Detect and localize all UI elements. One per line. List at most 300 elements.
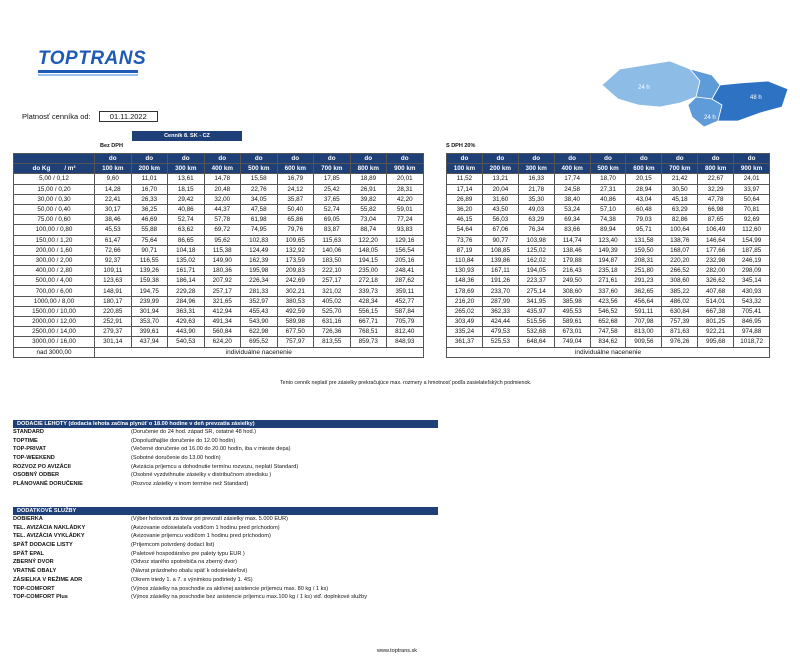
price-cell: 156,54	[387, 245, 424, 255]
price-cell: 55,88	[131, 225, 168, 235]
price-cell: 159,38	[131, 276, 168, 286]
price-cell: 233,70	[482, 286, 518, 296]
price-cell: 66,98	[698, 204, 734, 214]
price-cell: 16,70	[131, 184, 168, 194]
delivery-name: TOPTIME	[13, 437, 38, 444]
price-cell: 26,33	[131, 194, 168, 204]
price-cell: 129,16	[387, 235, 424, 245]
price-cell: 162,02	[518, 255, 554, 265]
delivery-section	[13, 420, 438, 489]
price-cell: 13,61	[168, 174, 205, 184]
price-cell: 61,47	[95, 235, 132, 245]
price-cell: 813,55	[314, 337, 351, 347]
table-row	[14, 327, 424, 337]
price-cell: 222,10	[314, 266, 351, 276]
services-section	[13, 507, 438, 602]
services-desc: (Avizovanie odosielateľa vodičom 1 hodinu pred príchodom)	[131, 524, 280, 531]
price-cell: 34,05	[241, 194, 278, 204]
weight-cell: 100,00 / 0,80	[14, 225, 95, 235]
price-cell: 87,65	[698, 215, 734, 225]
price-cell: 168,07	[662, 245, 698, 255]
price-cell: 335,24	[447, 327, 483, 337]
price-cell: 52,74	[168, 215, 205, 225]
price-cell: 194,75	[131, 286, 168, 296]
weight-cell: 1500,00 / 10,00	[14, 306, 95, 316]
price-cell: 186,14	[168, 276, 205, 286]
price-cell: 266,52	[662, 266, 698, 276]
table-row	[447, 266, 770, 276]
price-cell: 546,52	[590, 306, 626, 316]
price-cell: 49,03	[518, 204, 554, 214]
header-do: do	[662, 154, 698, 164]
price-cell: 95,71	[626, 225, 662, 235]
price-cell: 72,66	[95, 245, 132, 255]
services-name: SPÄŤ DODACIE LISTY	[13, 542, 73, 549]
price-cell: 282,00	[698, 266, 734, 276]
delivery-name: TOP-WEEKEND	[13, 455, 55, 462]
delivery-row	[13, 463, 438, 472]
services-row	[13, 585, 438, 594]
price-cell: 26,91	[350, 184, 387, 194]
delivery-title: DODACIE LEHOTY (dodacia lehota začína plynúť o 18.00 hodine v deň prevzatia zásielky)	[13, 420, 438, 428]
weight-cell: 15,00 / 0,20	[14, 184, 95, 194]
price-cell: 232,98	[698, 255, 734, 265]
price-cell: 455,43	[241, 306, 278, 316]
price-cell: 74,95	[241, 225, 278, 235]
price-cell: 131,58	[626, 235, 662, 245]
price-cell: 45,18	[662, 194, 698, 204]
price-cell: 326,62	[698, 276, 734, 286]
price-cell: 63,29	[518, 215, 554, 225]
price-cell: 76,34	[518, 225, 554, 235]
price-cell: 362,65	[626, 286, 662, 296]
price-cell: 385,98	[554, 296, 590, 306]
table-row	[447, 296, 770, 306]
price-cell: 77,24	[387, 215, 424, 225]
delivery-desc: (Osobné vyzdvihnutie zásielky v distribučnom stredisku )	[131, 472, 272, 479]
price-cell: 279,37	[95, 327, 132, 337]
delivery-desc: (Doručenie do 24 hod. západ SR, ostatné 48 hod.)	[131, 429, 257, 435]
price-cell: 61,98	[241, 215, 278, 225]
price-cell: 14,78	[204, 174, 241, 184]
map-label-48h: 48 h	[750, 95, 762, 101]
price-cell: 298,09	[734, 266, 770, 276]
price-cell: 83,87	[314, 225, 351, 235]
services-name: TEL. AVIZÁCIA NAKLÁDKY	[13, 524, 86, 531]
price-cell: 125,02	[518, 245, 554, 255]
over-limit-cell: nad 3000,00	[14, 347, 95, 357]
price-cell: 194,87	[590, 255, 626, 265]
price-cell: 40,86	[168, 204, 205, 214]
header-do: do	[447, 154, 483, 164]
header-distance: 800 km	[350, 164, 387, 174]
price-cell: 11,52	[447, 174, 483, 184]
services-name: TEL. AVIZÁCIA VYKLÁDKY	[13, 533, 85, 540]
price-cell: 28,31	[387, 184, 424, 194]
price-cell: 87,19	[447, 245, 483, 255]
price-cell: 747,58	[590, 327, 626, 337]
price-cell: 556,15	[350, 306, 387, 316]
weight-cell: 2500,00 / 14,00	[14, 327, 95, 337]
weight-cell: 400,00 / 2,80	[14, 266, 95, 276]
table-row	[14, 337, 424, 347]
services-desc: (Avizovanie príjemcu vodičom 1 hodinu pred príchodom)	[131, 533, 271, 540]
delivery-desc: (Večerné doručenie od 16.00 do 20.00 hodín, iba v mieste depa)	[131, 446, 291, 453]
logo-underline	[38, 70, 138, 73]
price-cell: 146,64	[698, 235, 734, 245]
price-cell: 35,87	[277, 194, 314, 204]
price-cell: 43,04	[626, 194, 662, 204]
price-cell: 242,69	[277, 276, 314, 286]
price-cell: 149,39	[590, 245, 626, 255]
price-cell: 42,20	[387, 194, 424, 204]
price-cell: 114,74	[554, 235, 590, 245]
delivery-desc: (Rozvoz zásielky v inom termíne než Standard)	[131, 481, 249, 488]
price-cell: 46,15	[447, 215, 483, 225]
price-cell: 21,42	[662, 174, 698, 184]
price-cell: 178,69	[447, 286, 483, 296]
price-cell: 104,18	[168, 245, 205, 255]
price-cell: 22,76	[241, 184, 278, 194]
price-cell: 239,99	[131, 296, 168, 306]
header-do: do	[590, 154, 626, 164]
price-cell: 479,53	[482, 327, 518, 337]
services-desc: (Výber hotovosti za tovar pri prevzatí zásielky max. 5.000 EUR)	[131, 516, 288, 522]
services-desc: (Okrem triedy 1. a 7. s výnimkou podtriedy 1. 4S)	[131, 576, 253, 583]
price-cell: 16,33	[518, 174, 554, 184]
price-cell: 707,98	[626, 317, 662, 327]
weight-cell: 50,00 / 0,40	[14, 204, 95, 214]
price-cell: 922,21	[698, 327, 734, 337]
price-cell: 43,50	[482, 204, 518, 214]
logo-underline-light	[38, 74, 138, 76]
price-cell: 428,34	[350, 296, 387, 306]
services-row	[13, 532, 438, 541]
price-cell: 308,60	[554, 286, 590, 296]
price-cell: 589,98	[277, 317, 314, 327]
price-cell: 27,31	[590, 184, 626, 194]
price-cell: 514,01	[698, 296, 734, 306]
price-cell: 95,62	[204, 235, 241, 245]
delivery-row	[13, 480, 438, 489]
table-row	[14, 235, 424, 245]
validity-label: Platnosť cenníka od:	[22, 112, 91, 121]
services-row	[13, 524, 438, 533]
price-cell: 45,53	[95, 225, 132, 235]
price-cell: 88,74	[350, 225, 387, 235]
price-cell: 140,06	[314, 245, 351, 255]
price-cell: 207,92	[204, 276, 241, 286]
table-row	[447, 215, 770, 225]
price-cell: 361,37	[447, 337, 483, 347]
price-cell: 194,15	[350, 255, 387, 265]
gross-price-table	[446, 153, 770, 358]
table-row	[14, 245, 424, 255]
price-cell: 435,97	[518, 306, 554, 316]
table-row	[447, 337, 770, 347]
price-cell: 341,95	[518, 296, 554, 306]
header-distance: 500 km	[590, 164, 626, 174]
price-cell: 93,83	[387, 225, 424, 235]
price-cell: 20,01	[387, 174, 424, 184]
price-cell: 115,63	[314, 235, 351, 245]
price-cell: 24,01	[734, 174, 770, 184]
services-row	[13, 550, 438, 559]
price-cell: 705,41	[734, 306, 770, 316]
price-cell: 235,00	[350, 266, 387, 276]
header-do: do	[626, 154, 662, 164]
price-cell: 38,46	[95, 215, 132, 225]
services-desc: (Návrat prázdneho obalu späť k odosielateľovi)	[131, 568, 248, 575]
price-cell: 112,60	[734, 225, 770, 235]
price-cell: 135,02	[168, 255, 205, 265]
price-cell: 28,94	[626, 184, 662, 194]
price-cell: 543,32	[734, 296, 770, 306]
price-cell: 265,02	[447, 306, 483, 316]
price-cell: 257,17	[314, 276, 351, 286]
price-cell: 284,96	[168, 296, 205, 306]
price-cell: 976,26	[662, 337, 698, 347]
price-cell: 24,58	[554, 184, 590, 194]
price-cell: 116,55	[131, 255, 168, 265]
header-distance: 300 km	[168, 164, 205, 174]
table-row	[447, 255, 770, 265]
price-cell: 205,16	[387, 255, 424, 265]
validity-date: 01.11.2022	[99, 111, 158, 122]
table-row	[14, 204, 424, 214]
price-cell: 532,68	[518, 327, 554, 337]
price-cell: 216,43	[554, 266, 590, 276]
delivery-name: OSOBNÝ ODBER	[13, 472, 59, 479]
table-row	[447, 184, 770, 194]
header-corner	[14, 154, 95, 164]
price-cell: 589,61	[554, 317, 590, 327]
price-cell: 495,53	[554, 306, 590, 316]
price-cell: 122,20	[350, 235, 387, 245]
net-label: Bez DPH	[100, 143, 123, 149]
price-cell: 591,11	[626, 306, 662, 316]
price-cell: 69,34	[554, 215, 590, 225]
price-cell: 492,59	[277, 306, 314, 316]
price-cell: 302,21	[277, 286, 314, 296]
price-cell: 220,20	[662, 255, 698, 265]
price-cell: 272,18	[350, 276, 387, 286]
price-cell: 69,72	[204, 225, 241, 235]
price-cell: 29,42	[168, 194, 205, 204]
price-cell: 248,41	[387, 266, 424, 276]
price-cell: 57,10	[590, 204, 626, 214]
header-do: do	[277, 154, 314, 164]
price-cell: 362,33	[482, 306, 518, 316]
price-cell: 89,94	[590, 225, 626, 235]
price-cell: 208,31	[626, 255, 662, 265]
price-cell: 412,94	[204, 306, 241, 316]
price-cell: 303,49	[447, 317, 483, 327]
header-distance: 100 km	[95, 164, 132, 174]
price-cell: 622,98	[241, 327, 278, 337]
price-cell: 21,78	[518, 184, 554, 194]
header-distance: 300 km	[518, 164, 554, 174]
price-cell: 18,89	[350, 174, 387, 184]
price-cell: 407,68	[698, 286, 734, 296]
services-row	[13, 515, 438, 524]
table-row	[14, 174, 424, 184]
weight-cell: 300,00 / 2,00	[14, 255, 95, 265]
header-do: do	[482, 154, 518, 164]
price-cell: 321,02	[314, 286, 351, 296]
services-row	[13, 541, 438, 550]
logo-text: TOPTRANS	[38, 48, 147, 69]
table-row	[14, 215, 424, 225]
services-name: ZBERNÝ DVOR	[13, 559, 54, 566]
price-cell: 353,70	[131, 317, 168, 327]
price-cell: 339,73	[350, 286, 387, 296]
price-cell: 380,53	[277, 296, 314, 306]
price-cell: 52,74	[314, 204, 351, 214]
price-cell: 648,64	[518, 337, 554, 347]
table-row	[14, 276, 424, 286]
price-cell: 385,22	[662, 286, 698, 296]
price-cell: 974,88	[734, 327, 770, 337]
price-cell: 139,86	[482, 255, 518, 265]
header-distance: 700 km	[662, 164, 698, 174]
price-cell: 301,14	[95, 337, 132, 347]
price-cell: 287,99	[482, 296, 518, 306]
services-name: ZÁSIELKA V REŽIME ADR	[13, 576, 83, 583]
header-do: do	[698, 154, 734, 164]
header-distance: 600 km	[626, 164, 662, 174]
header-distance: 400 km	[554, 164, 590, 174]
price-cell: 139,26	[131, 266, 168, 276]
services-desc: (Príjemcom potvrdený dodací list)	[131, 542, 215, 549]
price-cell: 50,64	[734, 194, 770, 204]
price-cell: 82,86	[662, 215, 698, 225]
price-cell: 63,62	[168, 225, 205, 235]
price-cell: 46,69	[131, 215, 168, 225]
price-cell: 167,11	[482, 266, 518, 276]
price-cell: 90,77	[482, 235, 518, 245]
price-cell: 33,97	[734, 184, 770, 194]
price-cell: 179,88	[554, 255, 590, 265]
table-row	[447, 317, 770, 327]
price-cell: 159,50	[626, 245, 662, 255]
net-price-table	[13, 153, 424, 358]
header-distance: 900 km	[387, 164, 424, 174]
price-cell: 251,80	[626, 266, 662, 276]
price-cell: 405,02	[314, 296, 351, 306]
price-cell: 123,40	[590, 235, 626, 245]
coverage-map	[600, 55, 790, 135]
header-do: do	[168, 154, 205, 164]
price-cell: 834,62	[590, 337, 626, 347]
header-do: do	[314, 154, 351, 164]
price-cell: 115,38	[204, 245, 241, 255]
table-row	[14, 286, 424, 296]
price-cell: 624,20	[204, 337, 241, 347]
price-cell: 108,85	[482, 245, 518, 255]
header-distance: 700 km	[314, 164, 351, 174]
price-cell: 848,93	[387, 337, 424, 347]
price-cell: 677,50	[277, 327, 314, 337]
price-cell: 103,98	[518, 235, 554, 245]
price-cell: 53,24	[554, 204, 590, 214]
price-cell: 631,16	[314, 317, 351, 327]
price-cell: 20,15	[626, 174, 662, 184]
weight-cell: 150,00 / 1,20	[14, 235, 95, 245]
price-cell: 430,93	[734, 286, 770, 296]
price-cell: 47,78	[698, 194, 734, 204]
header-distance: 100 km	[447, 164, 483, 174]
price-cell: 63,29	[662, 204, 698, 214]
header-row-do	[14, 154, 424, 164]
price-cell: 20,04	[482, 184, 518, 194]
delivery-row	[13, 428, 438, 437]
delivery-name: STANDARD	[13, 429, 44, 435]
weight-cell: 5,00 / 0,12	[14, 174, 95, 184]
price-cell: 235,18	[590, 266, 626, 276]
price-cell: 24,12	[277, 184, 314, 194]
price-cell: 209,83	[277, 266, 314, 276]
price-cell: 30,50	[662, 184, 698, 194]
header-kg: do Kg	[32, 165, 51, 173]
price-cell: 18,15	[168, 184, 205, 194]
price-cell: 1018,72	[734, 337, 770, 347]
price-cell: 281,33	[241, 286, 278, 296]
services-row	[13, 567, 438, 576]
price-cell: 37,65	[314, 194, 351, 204]
price-cell: 705,79	[387, 317, 424, 327]
price-cell: 443,90	[168, 327, 205, 337]
header-do: do	[350, 154, 387, 164]
header-distance: 500 km	[241, 164, 278, 174]
delivery-row	[13, 445, 438, 454]
services-desc: (Výnos zásielky na poschodie bez asistencie príjemcu max.100 kg / 1 ks) viď. doplnkové služby	[131, 594, 368, 601]
pricelist-title: Cenník 8. SK - CZ	[132, 131, 242, 141]
price-cell: 491,34	[204, 317, 241, 327]
price-cell: 423,56	[590, 296, 626, 306]
table-row	[14, 194, 424, 204]
price-cell: 17,14	[447, 184, 483, 194]
price-cell: 437,94	[131, 337, 168, 347]
header-row-km	[447, 164, 770, 174]
price-cell: 138,46	[554, 245, 590, 255]
price-cell: 83,66	[554, 225, 590, 235]
price-cell: 110,84	[447, 255, 483, 265]
price-cell: 55,82	[350, 204, 387, 214]
services-name: SPÄŤ EPAL	[13, 550, 44, 557]
price-cell: 32,29	[698, 184, 734, 194]
weight-cell: 75,00 / 0,60	[14, 215, 95, 225]
price-cell: 195,98	[241, 266, 278, 276]
price-cell: 92,69	[734, 215, 770, 225]
price-cell: 106,49	[698, 225, 734, 235]
price-cell: 36,25	[131, 204, 168, 214]
services-desc: (Odvoz starého spotrebiča na zberný dvor)	[131, 559, 238, 566]
price-cell: 73,04	[350, 215, 387, 225]
price-cell: 149,90	[204, 255, 241, 265]
price-cell: 54,64	[447, 225, 483, 235]
delivery-name: PLÁNOVANÉ DORUČENIE	[13, 481, 83, 488]
price-cell: 39,82	[350, 194, 387, 204]
price-cell: 252,91	[95, 317, 132, 327]
table-row	[447, 306, 770, 316]
weight-cell: 700,00 / 6,00	[14, 286, 95, 296]
price-cell: 909,56	[626, 337, 662, 347]
price-cell: 56,03	[482, 215, 518, 225]
services-name: TOP-COMFORT Plus	[13, 594, 68, 601]
website: www.toptrans.sk	[377, 648, 418, 654]
price-cell: 768,51	[350, 327, 387, 337]
